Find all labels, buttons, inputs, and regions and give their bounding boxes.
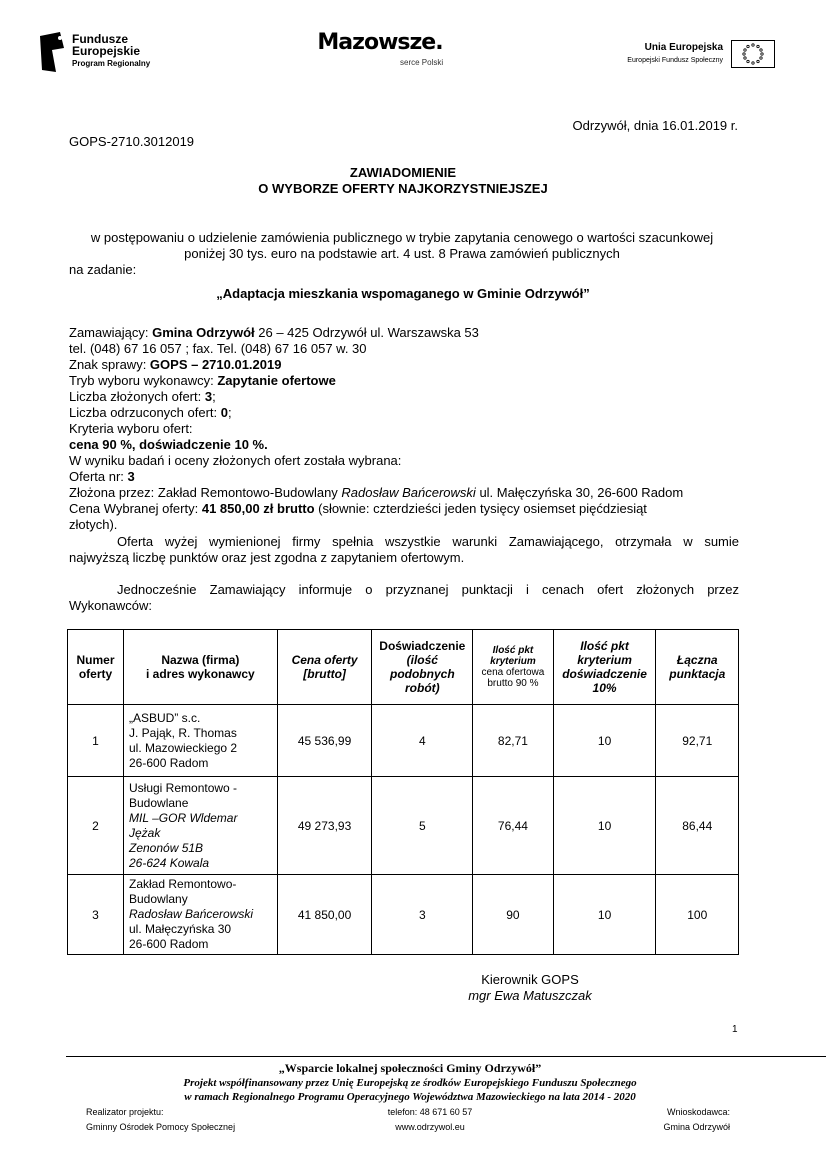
case-number-line: Znak sprawy: GOPS – 2710.01.2019 xyxy=(69,357,282,372)
offer-number-line: Oferta nr: 3 xyxy=(69,469,135,484)
footer-realizer-name: Gminny Ośrodek Pomocy Społecznej xyxy=(86,1122,236,1132)
footer-applicant-name: Gmina Odrzywół xyxy=(663,1122,730,1132)
eu-flag-icon xyxy=(731,40,775,68)
place-date: Odrzywół, dnia 16.01.2019 r. xyxy=(572,118,738,133)
header-experience: Doświadczenie (ilość podobnych robót) xyxy=(372,630,473,705)
reference-number: GOPS-2710.3012019 xyxy=(69,134,195,149)
cell-total: 92,71 xyxy=(656,705,739,777)
unia-europejska-logo xyxy=(620,40,775,70)
selected-price-line: Cena Wybranej oferty: 41 850,00 zł brutto (słownie: czterdzieści jeden tysięcy osiemset pięćdziesiąt xyxy=(69,501,647,516)
footer-phone: telefon: 48 671 60 57 xyxy=(387,1107,473,1117)
cell-points-experience: 10 xyxy=(553,705,656,777)
ue-title: Unia Europejska xyxy=(644,42,723,53)
intro-line3: na zadanie: xyxy=(69,262,137,277)
table-row xyxy=(68,705,739,777)
selected-price-line2: złotych). xyxy=(69,517,118,532)
cell-total: 100 xyxy=(656,875,739,955)
cell-total: 86,44 xyxy=(656,777,739,875)
result-line: W wyniku badań i oceny złożonych ofert została wybrana: xyxy=(69,453,402,468)
cell-points-price: 82,71 xyxy=(473,705,553,777)
task-title: „Adaptacja mieszkania wspomaganego w Gminie Odrzywół” xyxy=(216,286,590,301)
mazowsze-logo xyxy=(300,30,460,70)
footer-divider xyxy=(66,1056,826,1057)
cell-contractor: Usługi Remontowo - Budowlane MIL –GOR Wldemar Jężak Zenonów 51B 26-624 Kowala xyxy=(124,777,278,875)
table-row xyxy=(68,777,739,875)
header-contractor: Nazwa (firma) i adres wykonawcy xyxy=(124,630,278,705)
page-number: 1 xyxy=(732,1024,738,1035)
cell-points-price: 90 xyxy=(473,875,553,955)
footer-project-title: „Wsparcie lokalnej społeczności Gminy Odrzywół” xyxy=(278,1061,542,1075)
table-row xyxy=(68,875,739,955)
footer-realizer-label: Realizator projektu: xyxy=(86,1107,164,1117)
cell-experience: 3 xyxy=(372,875,473,955)
fundusze-europejskie-logo xyxy=(38,30,158,74)
cell-price: 49 273,93 xyxy=(277,777,372,875)
cell-num: 2 xyxy=(68,777,124,875)
criteria-values: cena 90 %, doświadczenie 10 %. xyxy=(69,437,268,452)
footer-program: w ramach Regionalnego Programu Operacyjnego Województwa Mazowieckiego na lata 2014 - 2020 xyxy=(184,1091,636,1103)
header-offer-number: Numer oferty xyxy=(68,630,124,705)
cell-price: 45 536,99 xyxy=(277,705,372,777)
cell-points-experience: 10 xyxy=(553,777,656,875)
offers-table xyxy=(67,629,739,955)
cell-contractor: Zakład Remontowo- Budowlany Radosław Bańcerowski ul. Małęczyńska 30 26-600 Radom xyxy=(124,875,278,955)
header-price: Cena oferty [brutto] xyxy=(277,630,372,705)
cell-num: 1 xyxy=(68,705,124,777)
cell-experience: 5 xyxy=(372,777,473,875)
footer-website[interactable]: www.odrzywol.eu xyxy=(395,1122,465,1132)
offers-rejected-line: Liczba odrzuconych ofert: 0; xyxy=(69,405,232,420)
cell-contractor: „ASBUD” s.c. J. Pająk, R. Thomas ul. Mazowieckiego 2 26-600 Radom xyxy=(124,705,278,777)
intro-line2: poniżej 30 tys. euro na podstawie art. 4 ust. 8 Prawa zamówień publicznych xyxy=(184,246,620,261)
header-points-price: Ilość pkt kryterium cena ofertowa brutto 90 % xyxy=(473,630,553,705)
intro-line1: w postępowaniu o udzielenie zamówienia publicznego w trybie zapytania cenowego o wartości szacunkowej xyxy=(90,230,714,245)
ue-sub: Europejski Fundusz Społeczny xyxy=(627,57,723,64)
selection-mode-line: Tryb wyboru wykonawcy: Zapytanie ofertowe xyxy=(69,373,336,388)
table-header-row xyxy=(68,630,739,705)
paragraph2-line2: Wykonawców: xyxy=(69,598,152,613)
offers-submitted-line: Liczba złożonych ofert: 3; xyxy=(69,389,216,404)
title-line2: O WYBORZE OFERTY NAJKORZYSTNIEJSZEJ xyxy=(258,181,548,196)
fe-line2: Europejskie xyxy=(72,44,141,58)
title-line1: ZAWIADOMIENIE xyxy=(349,165,457,180)
footer-applicant-label: Wnioskodawca: xyxy=(666,1107,730,1117)
fe-sub: Program Regionalny xyxy=(72,59,151,68)
footer-cofinance: Projekt współfinansowany przez Unię Europejską ze środków Europejskiego Funduszu Społecznego xyxy=(183,1077,637,1089)
cell-points-price: 76,44 xyxy=(473,777,553,875)
paragraph1-line1: Oferta wyżej wymienionej firmy spełnia wszystkie warunki Zamawiającego, otrzymała w sumie xyxy=(117,534,739,549)
orderer-line: Zamawiający: Gmina Odrzywół 26 – 425 Odrzywół ul. Warszawska 53 xyxy=(69,325,479,340)
cell-price: 41 850,00 xyxy=(277,875,372,955)
fe-logo-icon xyxy=(38,30,68,74)
signature-name: mgr Ewa Matuszczak xyxy=(468,988,592,1003)
paragraph2-line1: Jednocześnie Zamawiający informuje o przyznanej punktacji i cenach ofert złożonych przez xyxy=(117,582,739,597)
phone-line: tel. (048) 67 16 057 ; fax. Tel. (048) 67 16 057 w. 30 xyxy=(69,341,367,356)
cell-num: 3 xyxy=(68,875,124,955)
header-total: Łączna punktacja xyxy=(656,630,739,705)
mazowsze-word: Mazowsze. xyxy=(317,30,443,55)
cell-points-experience: 10 xyxy=(553,875,656,955)
cell-experience: 4 xyxy=(372,705,473,777)
fe-line1: Fundusze xyxy=(72,32,128,46)
signature-role: Kierownik GOPS xyxy=(481,972,579,987)
mazowsze-sub: serce Polski xyxy=(400,58,444,67)
header-points-experience: Ilość pkt kryterium doświadczenie 10% xyxy=(553,630,656,705)
submitted-by-line: Złożona przez: Zakład Remontowo-Budowlany Radosław Bańcerowski ul. Małęczyńska 30, 26-600 Radom xyxy=(69,485,684,500)
paragraph1-line2: najwyższą liczbę punktów oraz jest zgodna z zapytaniem ofertowym. xyxy=(69,550,465,565)
criteria-label: Kryteria wyboru ofert: xyxy=(69,421,193,436)
